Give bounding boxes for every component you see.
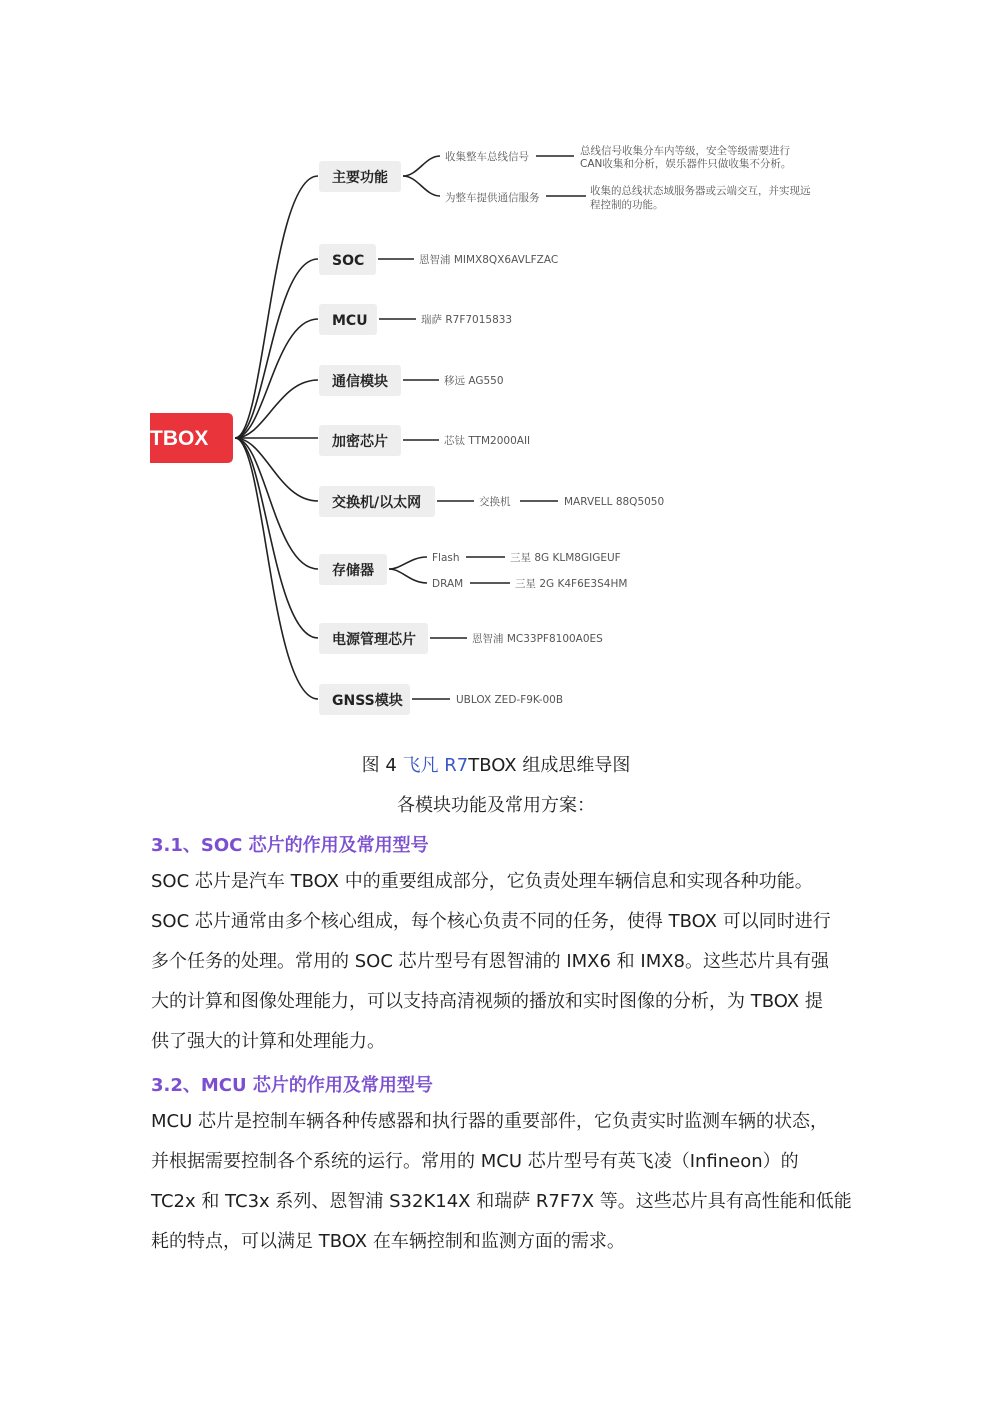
leaf-detail: 总线信号收集分车内等级，安全等级需要进行	[580, 145, 790, 157]
storage-leaves	[389, 552, 627, 590]
node-storage	[319, 554, 387, 585]
node-label: 主要功能	[332, 170, 388, 186]
leaf-label: 瑞萨 R7F7015833	[421, 314, 513, 326]
leaf-label: DRAM	[432, 578, 464, 590]
node-label: GNSS模块	[332, 693, 403, 709]
leaf-label: Flash	[432, 552, 460, 564]
leaf-detail: MARVELL 88Q5050	[564, 496, 665, 508]
leaf-label: 恩智浦 MIMX8QX6AVLFZAC	[419, 254, 559, 266]
text-line: 大的计算和图像处理能力，可以支持高清视频的播放和实时图像的分析，为 TBOX 提	[151, 991, 823, 1012]
leaf-detail: CAN收集和分析，娱乐器件只做收集不分析。	[580, 158, 792, 170]
section-intro: 各模块功能及常用方案：	[397, 795, 595, 816]
node-power-mgmt	[319, 623, 428, 654]
leaf-detail: 三星 2G K4F6E3S4HM	[515, 578, 628, 590]
node-main-function	[319, 161, 401, 192]
node-label: 加密芯片	[332, 434, 388, 450]
node-soc	[319, 244, 376, 275]
text-line: SOC 芯片通常由多个核心组成，每个核心负责不同的任务，使得 TBOX 可以同时进行	[151, 911, 831, 932]
node-label: 存储器	[332, 563, 374, 579]
caption-highlight: 飞凡 R7	[402, 755, 469, 776]
root-node	[150, 413, 233, 463]
node-label: 电源管理芯片	[332, 632, 416, 648]
node-mcu	[319, 304, 377, 335]
node-crypto-chip	[319, 425, 401, 456]
leaf-label: 恩智浦 MC33PF8100A0ES	[472, 633, 603, 645]
text-line: 耗的特点，可以满足 TBOX 在车辆控制和监测方面的需求。	[151, 1231, 625, 1252]
paragraph-mcu	[151, 1102, 851, 1262]
paragraph-soc	[151, 862, 851, 1062]
leaf-label: 收集整车总线信号	[445, 151, 529, 163]
text-line: 并根据需要控制各个系统的运行。常用的 MCU 芯片型号有英飞凌（Infineon）的	[151, 1151, 799, 1172]
crypto-leaf	[403, 434, 530, 447]
node-label: 通信模块	[332, 374, 388, 390]
section-heading-soc: 3.1、SOC 芯片的作用及常用型号	[151, 835, 429, 856]
soc-leaf	[378, 253, 558, 266]
figure-caption	[0, 751, 992, 777]
leaf-detail: 三星 8G KLM8GIGEUF	[510, 552, 621, 564]
text-line: 供了强大的计算和处理能力。	[151, 1031, 385, 1052]
power-leaf	[430, 632, 603, 645]
main-function-children	[403, 144, 811, 211]
leaf-label: 为整车提供通信服务	[445, 192, 540, 204]
switch-leaf	[437, 495, 664, 508]
leaf-detail: 收集的总线状态域服务器或云端交互，并实现远	[590, 185, 811, 197]
node-label: SOC	[332, 253, 365, 269]
leaf-label: UBLOX ZED-F9K-00B	[456, 694, 564, 706]
text-line: TC2x 和 TC3x 系列、恩智浦 S32K14X 和瑞萨 R7F7X 等。这些芯片具有高性能和低能	[151, 1191, 852, 1212]
text-line: 多个任务的处理。常用的 SOC 芯片型号有恩智浦的 IMX6 和 IMX8。这些芯片具有强	[151, 951, 830, 972]
trunk-edges	[235, 176, 318, 699]
section-heading-mcu: 3.2、MCU 芯片的作用及常用型号	[151, 1075, 433, 1096]
root-label: TBOX	[150, 427, 209, 450]
caption-prefix: 图 4	[361, 755, 403, 776]
node-switch-ethernet	[319, 486, 435, 517]
text-line: SOC 芯片是汽车 TBOX 中的重要组成部分，它负责处理车辆信息和实现各种功能。	[151, 871, 813, 892]
text-line: MCU 芯片是控制车辆各种传感器和执行器的重要部件，它负责实时监测车辆的状态，	[151, 1111, 828, 1132]
comm-leaf	[403, 374, 504, 387]
node-label: 交换机/以太网	[332, 495, 422, 511]
node-label: MCU	[332, 313, 368, 329]
gnss-leaf	[412, 694, 563, 706]
leaf-label: 芯钛 TTM2000AII	[444, 435, 531, 447]
node-comm-module	[319, 365, 401, 396]
mcu-leaf	[379, 313, 512, 326]
leaf-label: 移远 AG550	[444, 375, 504, 387]
caption-suffix: TBOX 组成思维导图	[468, 755, 631, 776]
node-gnss	[319, 684, 410, 715]
leaf-detail: 程控制的功能。	[590, 199, 664, 211]
leaf-label: 交换机	[479, 496, 511, 508]
